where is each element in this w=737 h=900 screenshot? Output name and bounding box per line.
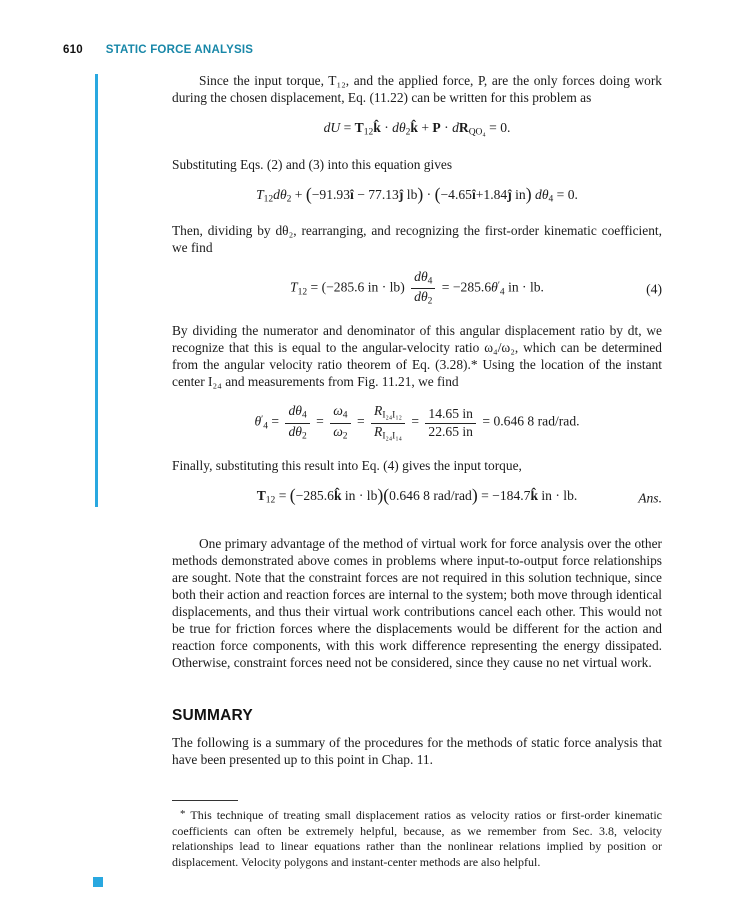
body-paragraph: One primary advantage of the method of virtual work for force analysis over the other methods demonstrated above comes in problems where input-to-output force relationships are sought. Note that the constraint forces are not required in this solution technique, since both their action and reaction forces are internal to the system; both move through identical displacements, and thus their virtual work contributions cancel each other. This would not be true for friction forces where the displacements would be different for the action and reaction force components, with this work difference representing the energy dissipated. Otherwise, constraint forces need not be considered, since they cause no net virtual work. (172, 536, 662, 671)
equation-4 (172, 269, 662, 308)
equation-substituted (172, 183, 662, 209)
footnote-rule (172, 800, 238, 801)
example-paragraph-4: By dividing the numerator and denominator of this angular displacement ratio by dt, we recognize that this is equal to the angular-velocity ratio ω₄/ω₂, which can be determined from the angular velocity ratio theorem of Eq. (3.28).* Using the location of the instant center I₂₄ and measurements from Fig. 11.21, we find (172, 323, 662, 390)
equation-theta-prime-body: θ′4 = $\frac{d\theta 4}{d\theta 2}$ = $\frac{\omega 4}{\omega 2}$ = $\frac{\text{RI₂₄I₁₂}}{\text{RI₂₄I₁₄}}$ = $\frac{14.65 in}{22.65 in}$ = 0.646 8 rad/rad. (254, 403, 580, 442)
page-header (63, 44, 662, 56)
page-number: 610 (63, 44, 83, 56)
example-paragraph-3: Then, dividing by dθ₂, rearranging, and recognizing the first-order kinematic coefficient, we find (172, 223, 662, 256)
equation-theta-prime (172, 403, 662, 442)
running-head: STATIC FORCE ANALYSIS (105, 44, 254, 56)
equation-4-number: (4) (646, 281, 662, 297)
example-paragraph-1: Since the input torque, T₁₂, and the applied force, P, are the only forces doing work during the chosen displacement, Eq. (11.22) can be written for this problem as (172, 73, 662, 105)
equation-substituted-body: T12dθ2 + (−91.93î − 77.13ĵ lb) · (−4.65î+1.84ĵ in) dθ4 = 0. (256, 183, 578, 205)
footnote-text (172, 807, 662, 870)
example-block (172, 72, 662, 509)
footnote-body: This technique of treating small displacement ratios as velocity ratios or first-order kinematic coefficients can often be extremely helpful, because, as we remember from Sec. 3.8, velocity relationships lead to linear equations rather than the nonlinear relations implied by position or displacement. Velocity polygons and instant-center methods are also helpful. (172, 808, 662, 869)
equation-answer (172, 484, 662, 510)
equation-du (172, 119, 662, 142)
example-accent-bar (95, 74, 98, 507)
equation-du-body: dU = T12k̂ · dθ2k̂ + P · dRQO₄ = 0. (323, 120, 511, 138)
equation-answer-body: T12 = (−285.6k̂ in · lb)(0.646 8 rad/rad) = −184.7k̂ in · lb. (256, 484, 578, 506)
footnote (172, 800, 662, 870)
example-paragraph-2: Substituting Eqs. (2) and (3) into this equation gives (172, 156, 453, 172)
example-paragraph-5: Finally, substituting this result into Eq. (4) gives the input torque, (172, 457, 522, 473)
equation-answer-label: Ans. (638, 490, 662, 506)
summary-heading: SUMMARY (172, 707, 253, 725)
summary-paragraph: The following is a summary of the procedures for the methods of static force analysis that have been presented up to this point in Chap. 11. (172, 735, 662, 768)
equation-4-body: T12 = (−285.6 in · lb) $\frac{d\theta 4}{d\theta 2}$ = −285.6θ′4 in · lb. (290, 269, 544, 308)
page-content (172, 72, 662, 870)
footnote-marker: * (180, 808, 186, 821)
page-corner-marker (93, 877, 103, 887)
